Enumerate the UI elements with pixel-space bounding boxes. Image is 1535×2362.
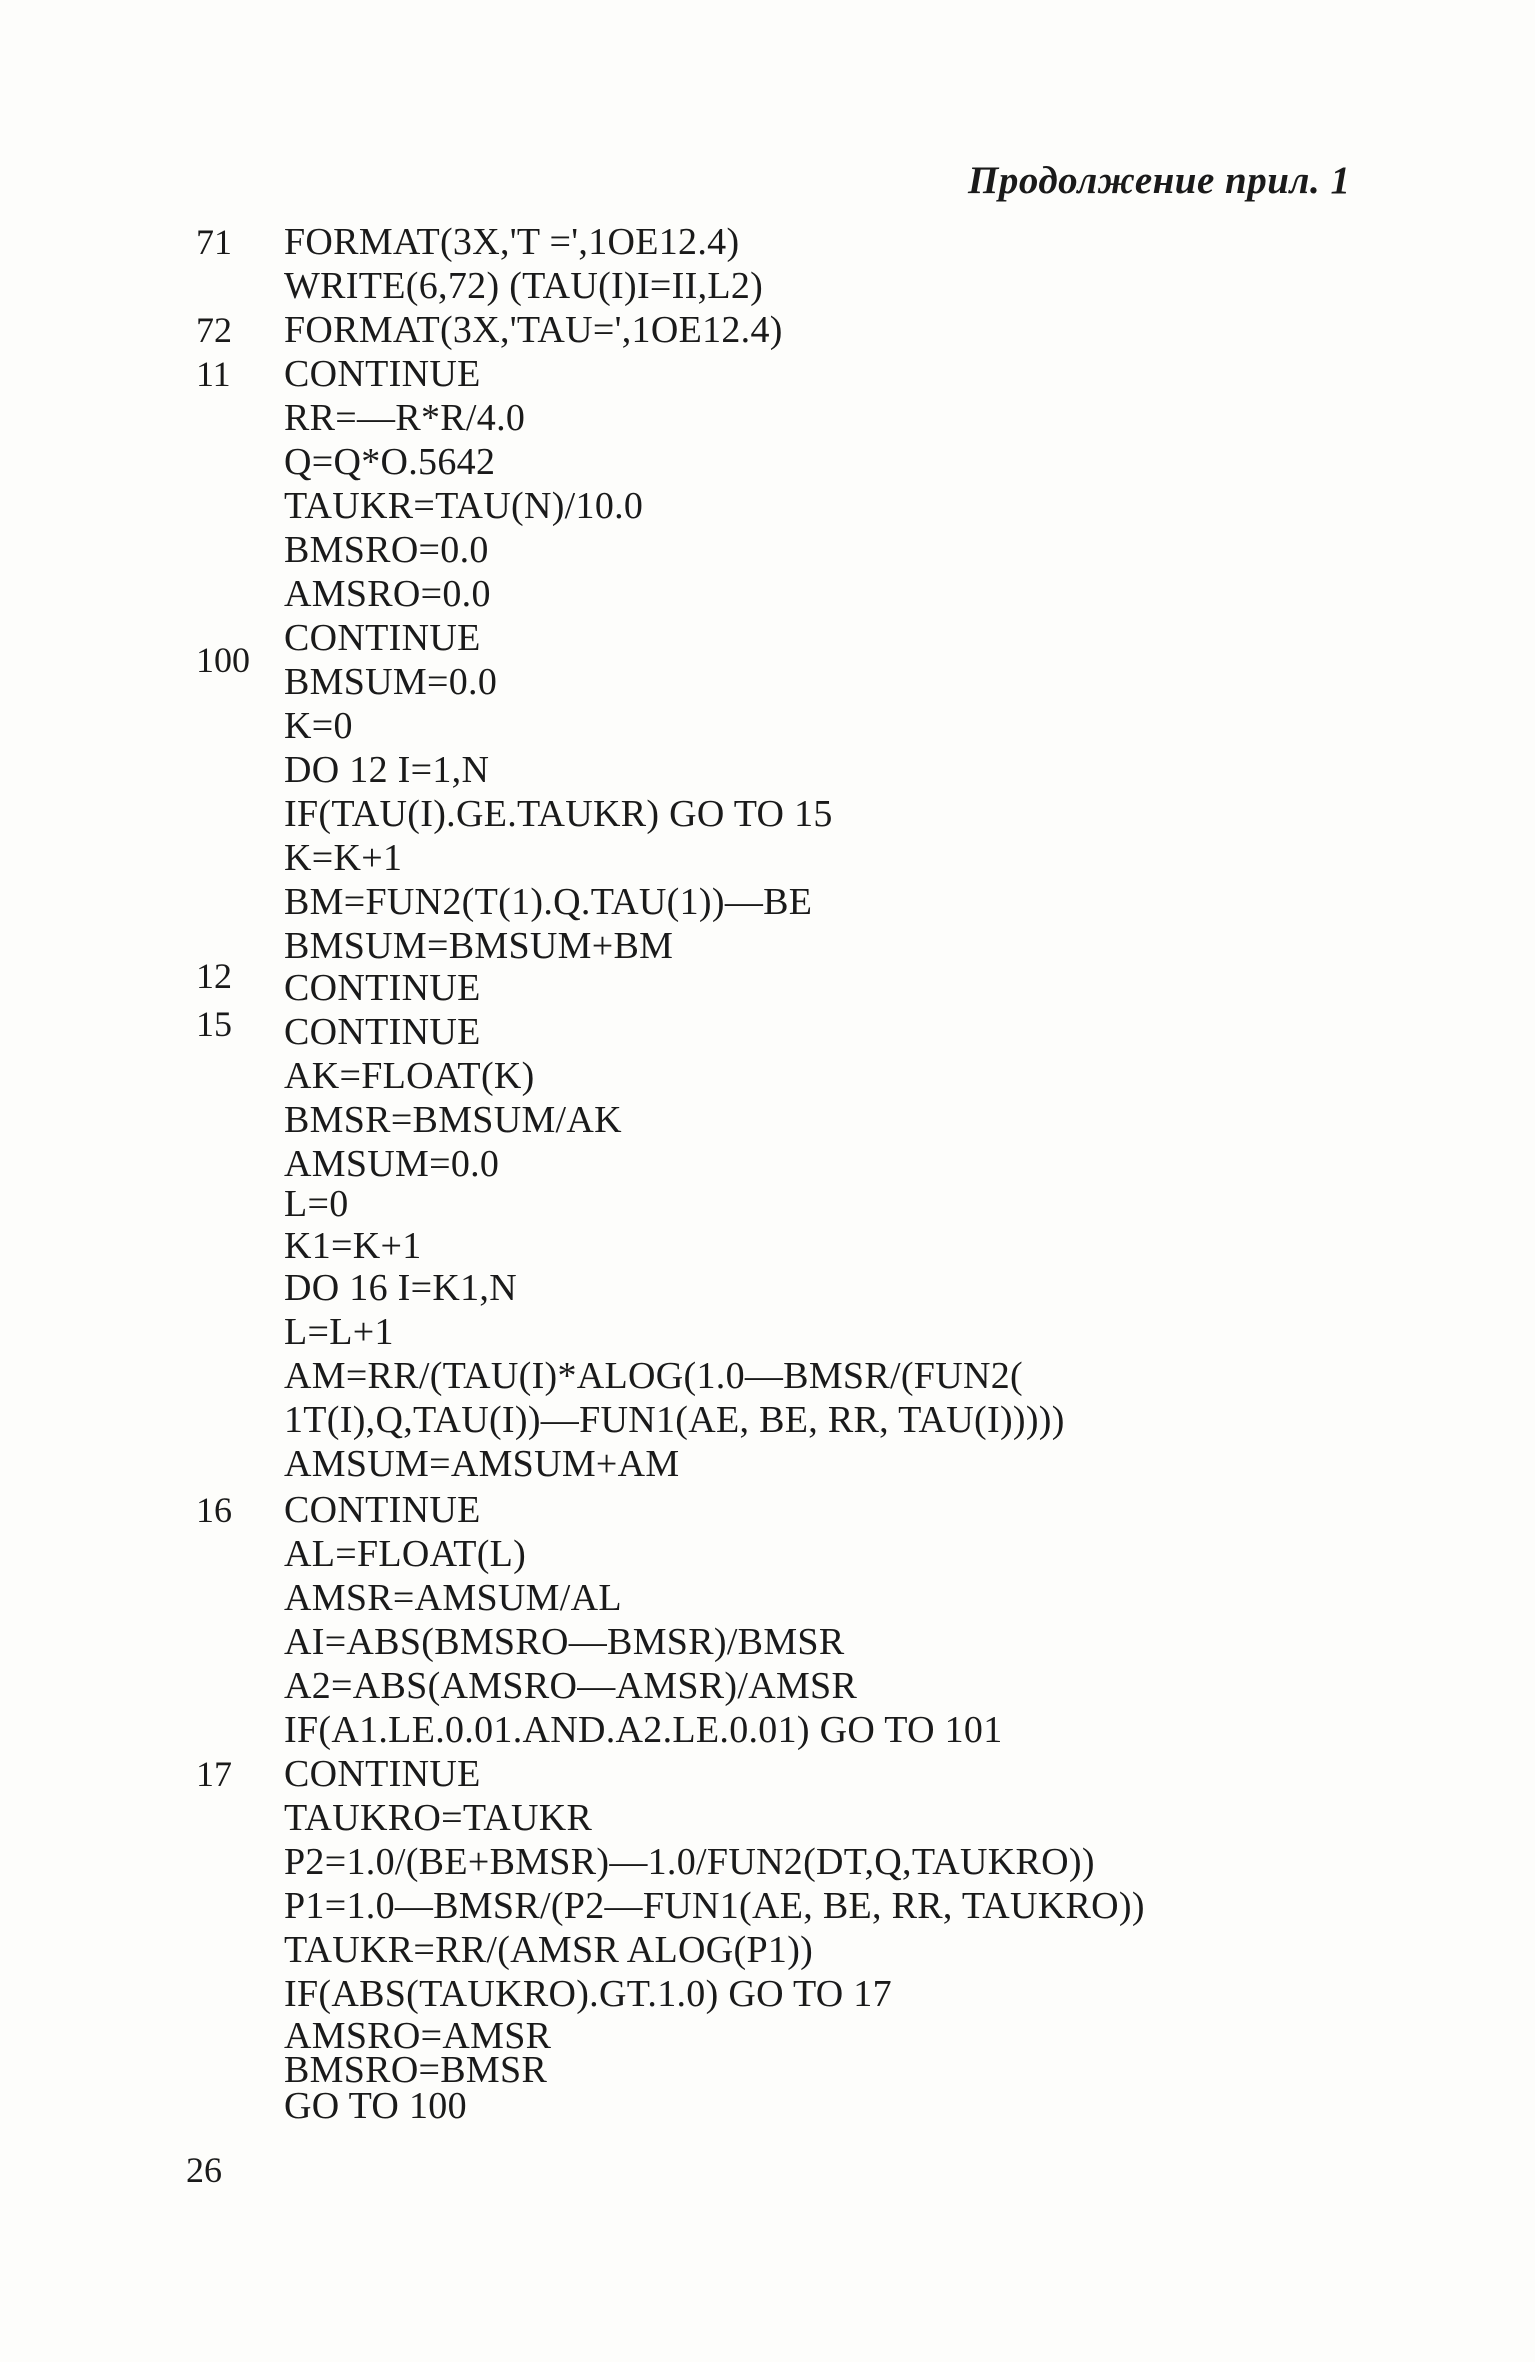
code-statement: BMSR=BMSUM/AK (284, 1099, 622, 1141)
code-statement: FORMAT(3X,'T =',1OE12.4) (284, 221, 740, 263)
code-statement: AMSR=AMSUM/AL (284, 1577, 622, 1619)
code-statement: AMSUM=AMSUM+AM (284, 1443, 680, 1485)
statement-label: 12 (196, 956, 232, 996)
code-statement: AI=ABS(BMSRO—BMSR)/BMSR (284, 1621, 845, 1663)
code-statement: L=0 (284, 1183, 349, 1225)
code-statement: AL=FLOAT(L) (284, 1533, 527, 1575)
statement-label: 11 (196, 354, 231, 394)
statement-label: 15 (196, 1004, 232, 1044)
statement-label: 16 (196, 1490, 232, 1530)
code-statement: FORMAT(3X,'TAU=',1OE12.4) (284, 309, 783, 351)
code-statement: P1=1.0—BMSR/(P2—FUN1(AE, BE, RR, TAUKRO)) (284, 1885, 1145, 1927)
code-statement: CONTINUE (284, 967, 481, 1009)
statement-label: 17 (196, 1754, 232, 1794)
code-statement: CONTINUE (284, 1011, 481, 1053)
page-number: 26 (186, 2150, 222, 2190)
code-statement: BMSUM=0.0 (284, 661, 498, 703)
code-statement: BMSRO=0.0 (284, 529, 489, 571)
code-statement: BMSUM=BMSUM+BM (284, 925, 674, 967)
code-statement: CONTINUE (284, 617, 481, 659)
code-statement: TAUKR=TAU(N)/10.0 (284, 485, 644, 527)
code-statement: TAUKR=RR/(AMSR ALOG(P1)) (284, 1929, 814, 1971)
statement-label: 72 (196, 310, 232, 350)
code-statement: DO 16 I=K1,N (284, 1267, 517, 1309)
code-statement: P2=1.0/(BE+BMSR)—1.0/FUN2(DT,Q,TAUKRO)) (284, 1841, 1095, 1883)
code-statement: RR=—R*R/4.0 (284, 397, 526, 439)
code-statement: AMSRO=AMSR (284, 2015, 552, 2057)
code-statement: K=K+1 (284, 837, 403, 879)
code-statement: AM=RR/(TAU(I)*ALOG(1.0—BMSR/(FUN2( (284, 1355, 1023, 1397)
code-statement: DO 12 I=1,N (284, 749, 490, 791)
code-statement: A2=ABS(AMSRO—AMSR)/AMSR (284, 1665, 858, 1707)
code-statement: WRITE(6,72) (TAU(I)I=II,L2) (284, 265, 764, 307)
statement-label: 71 (196, 222, 232, 262)
code-statement: CONTINUE (284, 353, 481, 395)
code-statement: K=0 (284, 705, 353, 747)
code-statement: IF(A1.LE.0.01.AND.A2.LE.0.01) GO TO 101 (284, 1709, 1003, 1751)
code-statement: L=L+1 (284, 1311, 394, 1353)
code-statement: AK=FLOAT(K) (284, 1055, 535, 1097)
code-statement: IF(TAU(I).GE.TAUKR) GO TO 15 (284, 793, 833, 835)
code-statement: GO TO 100 (284, 2085, 467, 2127)
code-statement: 1T(I),Q,TAU(I))—FUN1(AE, BE, RR, TAU(I))))) (284, 1399, 1065, 1441)
statement-label: 100 (196, 640, 250, 680)
code-statement: AMSUM=0.0 (284, 1143, 500, 1185)
code-statement: AMSRO=0.0 (284, 573, 491, 615)
code-statement: K1=K+1 (284, 1225, 422, 1267)
code-statement: IF(ABS(TAUKRO).GT.1.0) GO TO 17 (284, 1973, 892, 2015)
code-statement: CONTINUE (284, 1753, 481, 1795)
code-statement: CONTINUE (284, 1489, 481, 1531)
code-statement: BM=FUN2(T(1).Q.TAU(1))—BE (284, 881, 813, 923)
code-statement: BMSRO=BMSR (284, 2049, 548, 2091)
code-statement: Q=Q*O.5642 (284, 441, 496, 483)
page-header: Продолжение прил. 1 (968, 159, 1351, 202)
code-statement: TAUKRO=TAUKR (284, 1797, 593, 1839)
